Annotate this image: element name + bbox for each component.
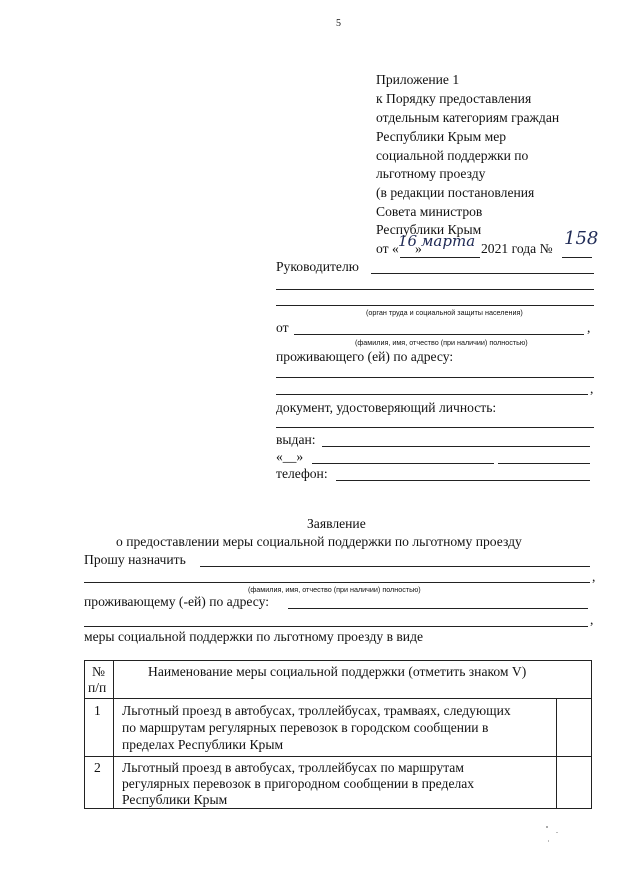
org-caption: (орган труда и социальной защиты населения)	[366, 308, 523, 317]
from-input-line[interactable]	[294, 334, 584, 335]
date-prefix: от «	[376, 241, 399, 256]
phone-input-line[interactable]	[336, 480, 590, 481]
comma: ,	[587, 320, 591, 335]
row-num: 2	[94, 760, 101, 775]
org-input-line-2[interactable]	[276, 289, 594, 290]
from-caption: (фамилия, имя, отчество (при наличии) полностью)	[355, 338, 528, 347]
scan-speck	[548, 840, 549, 842]
page-number: 5	[336, 18, 341, 29]
header-name: Наименование меры социальной поддержки (отметить знаком V)	[148, 664, 527, 679]
id-doc-label: документ, удостоверяющий личность:	[276, 400, 497, 415]
date-month-handwritten: марта	[421, 232, 476, 250]
request-name-line-2[interactable]	[84, 582, 590, 583]
issued-date-quotes: «__»	[276, 449, 304, 464]
date-year: 2021 года №	[481, 241, 553, 256]
statement-title: Заявление	[307, 516, 366, 531]
row-text-line: Республики Крым	[122, 792, 228, 807]
comma: ,	[590, 612, 594, 627]
id-doc-input-line[interactable]	[276, 427, 594, 428]
header-num-line1: №	[92, 664, 105, 679]
address-input-line-2[interactable]	[276, 394, 588, 395]
issued-input-line[interactable]	[322, 446, 590, 447]
appendix-line: Республики Крым мер	[376, 129, 507, 144]
row-2-checkmark-cell[interactable]	[557, 757, 591, 807]
address-input-line-1[interactable]	[276, 377, 594, 378]
issued-year-line[interactable]	[498, 463, 590, 464]
applicant-address-line-1[interactable]	[288, 608, 588, 609]
head-input-line[interactable]	[371, 273, 594, 274]
appendix-line: льготному проезду	[376, 166, 486, 181]
appendix-line: к Порядку предоставления	[376, 91, 532, 106]
appendix-line: Совета министров	[376, 204, 483, 219]
scan-speck	[546, 826, 548, 828]
measures-text: меры социальной поддержки по льготному проезду в виде	[84, 629, 424, 644]
row-text-line: по маршрутам регулярных перевозок в городском сообщении в	[122, 720, 489, 735]
statement-subtitle: о предоставлении меры социальной поддержки по льготному проезду	[116, 534, 522, 549]
date-day-handwritten: 16	[398, 232, 418, 250]
appendix-line: Республики Крым	[376, 222, 482, 237]
scan-speck	[556, 832, 558, 833]
phone-label: телефон:	[276, 466, 328, 481]
address-label: проживающего (ей) по адресу:	[276, 349, 454, 364]
comma: ,	[590, 381, 594, 396]
appendix-line: (в редакции постановления	[376, 185, 535, 200]
applicant-address-label: проживающему (-ей) по адресу:	[84, 594, 270, 609]
header-num-line2: п/п	[88, 680, 107, 695]
row-text-line: Льготный проезд в автобусах, троллейбусах, трамваях, следующих	[122, 703, 511, 718]
request-name-line[interactable]	[200, 566, 590, 567]
date-sep: »	[415, 241, 422, 256]
appendix-line: социальной поддержки по	[376, 148, 529, 163]
applicant-address-line-2[interactable]	[84, 626, 588, 627]
row-text-line: пределах Республики Крым	[122, 737, 284, 752]
row-text-line: Льготный проезд в автобусах, троллейбусах по маршрутам	[122, 760, 464, 775]
name-caption: (фамилия, имя, отчество (при наличии) полностью)	[248, 585, 421, 594]
decree-number-handwritten: 158	[564, 228, 599, 249]
from-label: от	[276, 320, 289, 335]
issued-label: выдан:	[276, 432, 316, 447]
row-num: 1	[94, 703, 101, 718]
request-label: Прошу назначить	[84, 552, 186, 567]
head-label: Руководителю	[276, 259, 359, 274]
comma: ,	[592, 569, 596, 584]
issued-month-line[interactable]	[312, 463, 494, 464]
row-1-checkmark-cell[interactable]	[557, 699, 591, 755]
appendix-line: отдельным категориям граждан	[376, 110, 560, 125]
appendix-line: Приложение 1	[376, 72, 460, 87]
org-input-line-3[interactable]	[276, 305, 594, 306]
row-text-line: регулярных перевозок в пригородном сообщении в пределах	[122, 776, 475, 791]
